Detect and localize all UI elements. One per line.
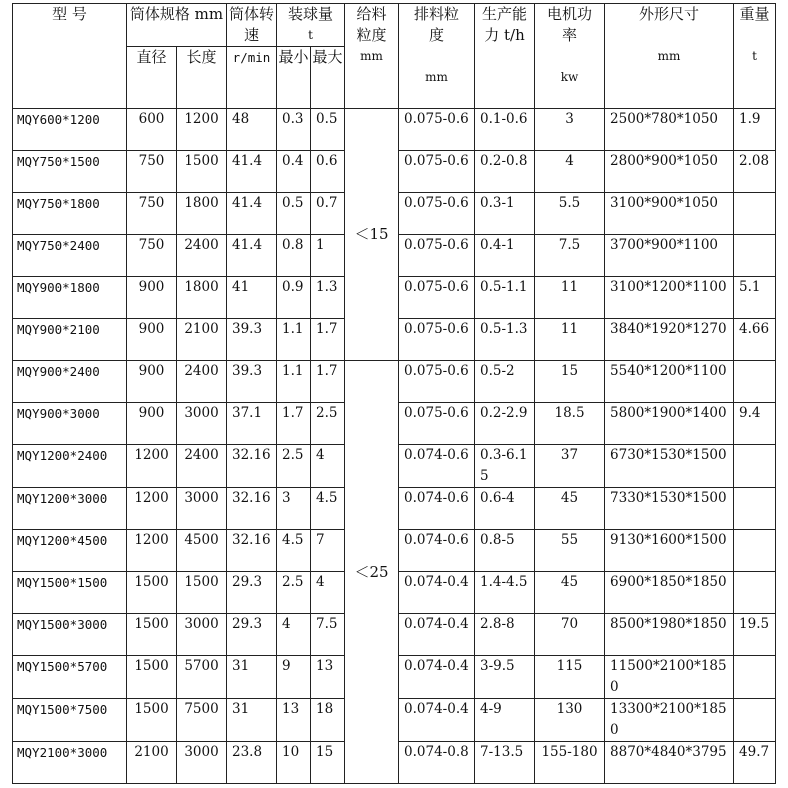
cell-discharge: 0.074-0.8: [399, 742, 475, 784]
cell-speed: 31: [227, 699, 277, 742]
cell-discharge: 0.074-0.6: [399, 488, 475, 530]
cell-ball-max: 1: [311, 235, 345, 277]
cell-ball-max: 4.5: [311, 488, 345, 530]
cell-model: MQY1500*3000: [13, 614, 127, 656]
cell-speed: 41.4: [227, 151, 277, 193]
cell-ball-max: 0.6: [311, 151, 345, 193]
cell-discharge: 0.074-0.4: [399, 572, 475, 614]
cell-model: MQY750*2400: [13, 235, 127, 277]
cell-length: 3000: [177, 742, 227, 784]
cell-ball-min: 10: [277, 742, 311, 784]
cell-power: 45: [535, 488, 605, 530]
cell-speed: 39.3: [227, 319, 277, 361]
cell-model: MQY1500*5700: [13, 656, 127, 699]
cell-dims: 8870*4840*3795: [605, 742, 734, 784]
header-power-unit: kw: [560, 70, 579, 84]
cell-ball-max: 0.7: [311, 193, 345, 235]
cell-capacity: 0.5-2: [475, 361, 535, 403]
cell-weight: 1.9: [734, 109, 776, 151]
cell-weight: [734, 488, 776, 530]
cell-capacity: 0.2-0.8: [475, 151, 535, 193]
cell-weight: [734, 572, 776, 614]
cell-dims: 3840*1920*1270: [605, 319, 734, 361]
header-discharge-unit: mm: [425, 70, 448, 84]
cell-ball-max: 1.7: [311, 361, 345, 403]
cell-model: MQY900*2400: [13, 361, 127, 403]
header-ball-load-unit: t: [308, 28, 313, 42]
cell-speed: 29.3: [227, 614, 277, 656]
cell-ball-max: 15: [311, 742, 345, 784]
cell-length: 3000: [177, 403, 227, 445]
cell-dims: 9130*1600*1500: [605, 530, 734, 572]
cell-length: 1200: [177, 109, 227, 151]
cell-speed: 39.3: [227, 361, 277, 403]
cell-capacity: 0.2-2.9: [475, 403, 535, 445]
cell-discharge: 0.074-0.4: [399, 614, 475, 656]
cell-ball-max: 13: [311, 656, 345, 699]
header-drum-spec: 筒体规格 mm: [127, 4, 227, 47]
cell-ball-min: 4.5: [277, 530, 311, 572]
cell-capacity: 0.4-1: [475, 235, 535, 277]
cell-ball-max: 7: [311, 530, 345, 572]
cell-dims: 3100*1200*1100: [605, 277, 734, 319]
cell-dims: 2800*900*1050: [605, 151, 734, 193]
cell-ball-min: 2.5: [277, 445, 311, 488]
cell-weight: [734, 530, 776, 572]
cell-dims: 11500*2100*1850: [605, 656, 734, 699]
cell-weight: [734, 656, 776, 699]
cell-dims: 7330*1530*1500: [605, 488, 734, 530]
cell-diameter: 900: [127, 277, 177, 319]
cell-discharge: 0.075-0.6: [399, 193, 475, 235]
cell-dims: 13300*2100*1850: [605, 699, 734, 742]
cell-length: 2400: [177, 361, 227, 403]
cell-capacity: 0.5-1.3: [475, 319, 535, 361]
cell-power: 5.5: [535, 193, 605, 235]
cell-length: 1800: [177, 193, 227, 235]
cell-capacity: 4-9: [475, 699, 535, 742]
header-capacity: 生产能力 t/h: [475, 4, 535, 109]
cell-model: MQY900*3000: [13, 403, 127, 445]
cell-ball-min: 1.1: [277, 361, 311, 403]
header-feed-label: 给料粒度: [356, 5, 387, 44]
cell-model: MQY1200*4500: [13, 530, 127, 572]
cell-ball-min: 0.5: [277, 193, 311, 235]
cell-feed-size: ＜25: [345, 361, 399, 784]
cell-power: 7.5: [535, 235, 605, 277]
cell-model: MQY2100*3000: [13, 742, 127, 784]
cell-feed-size: ＜15: [345, 109, 399, 361]
cell-speed: 41: [227, 277, 277, 319]
cell-speed: 48: [227, 109, 277, 151]
cell-diameter: 900: [127, 319, 177, 361]
cell-ball-max: 4: [311, 445, 345, 488]
cell-power: 115: [535, 656, 605, 699]
cell-ball-max: 1.3: [311, 277, 345, 319]
header-ball-load-label: 装球量: [288, 5, 334, 23]
cell-capacity: 0.1-0.6: [475, 109, 535, 151]
cell-ball-min: 4: [277, 614, 311, 656]
cell-ball-min: 0.9: [277, 277, 311, 319]
header-model: 型 号: [13, 4, 127, 109]
cell-model: MQY1500*1500: [13, 572, 127, 614]
cell-discharge: 0.075-0.6: [399, 403, 475, 445]
header-feed-unit: mm: [360, 49, 383, 63]
cell-discharge: 0.075-0.6: [399, 319, 475, 361]
cell-speed: 29.3: [227, 572, 277, 614]
cell-dims: 3100*900*1050: [605, 193, 734, 235]
cell-dims: 6730*1530*1500: [605, 445, 734, 488]
cell-model: MQY900*1800: [13, 277, 127, 319]
cell-ball-max: 2.5: [311, 403, 345, 445]
cell-ball-min: 0.8: [277, 235, 311, 277]
cell-ball-min: 2.5: [277, 572, 311, 614]
header-power-label: 电机功率: [547, 5, 593, 44]
cell-capacity: 7-13.5: [475, 742, 535, 784]
cell-weight: [734, 699, 776, 742]
header-ball-load: [277, 4, 345, 47]
cell-weight: [734, 361, 776, 403]
cell-model: MQY1200*3000: [13, 488, 127, 530]
cell-weight: 5.1: [734, 277, 776, 319]
header-feed: [345, 4, 399, 109]
cell-power: 155-180: [535, 742, 605, 784]
cell-weight: 19.5: [734, 614, 776, 656]
cell-length: 2100: [177, 319, 227, 361]
cell-weight: 4.66: [734, 319, 776, 361]
cell-power: 15: [535, 361, 605, 403]
cell-capacity: 1.4-4.5: [475, 572, 535, 614]
cell-dims: 2500*780*1050: [605, 109, 734, 151]
cell-power: 4: [535, 151, 605, 193]
cell-dims: 5800*1900*1400: [605, 403, 734, 445]
cell-ball-max: 1.7: [311, 319, 345, 361]
cell-model: MQY750*1500: [13, 151, 127, 193]
table-row: [13, 109, 776, 151]
cell-model: MQY750*1800: [13, 193, 127, 235]
cell-weight: [734, 235, 776, 277]
cell-ball-min: 0.3: [277, 109, 311, 151]
cell-capacity: 0.8-5: [475, 530, 535, 572]
cell-ball-max: 0.5: [311, 109, 345, 151]
cell-diameter: 1500: [127, 656, 177, 699]
cell-length: 4500: [177, 530, 227, 572]
cell-diameter: 1200: [127, 445, 177, 488]
cell-speed: 23.8: [227, 742, 277, 784]
cell-diameter: 1500: [127, 572, 177, 614]
header-speed-unit: r/min: [227, 47, 277, 109]
cell-discharge: 0.075-0.6: [399, 361, 475, 403]
header-weight: [734, 4, 776, 109]
cell-power: 45: [535, 572, 605, 614]
cell-capacity: 0.6-4: [475, 488, 535, 530]
cell-diameter: 750: [127, 151, 177, 193]
cell-dims: 5540*1200*1100: [605, 361, 734, 403]
header-discharge-label: 排料粒度: [414, 5, 460, 44]
cell-diameter: 750: [127, 193, 177, 235]
cell-length: 2400: [177, 235, 227, 277]
header-diameter: 直径: [127, 47, 177, 109]
cell-length: 2400: [177, 445, 227, 488]
cell-discharge: 0.075-0.6: [399, 109, 475, 151]
header-ball-max: 最大: [311, 47, 345, 109]
cell-discharge: 0.074-0.6: [399, 445, 475, 488]
cell-speed: 37.1: [227, 403, 277, 445]
cell-length: 7500: [177, 699, 227, 742]
cell-power: 37: [535, 445, 605, 488]
cell-ball-min: 13: [277, 699, 311, 742]
cell-diameter: 1200: [127, 488, 177, 530]
cell-weight: 9.4: [734, 403, 776, 445]
header-ball-min: 最小: [277, 47, 311, 109]
cell-capacity: 2.8-8: [475, 614, 535, 656]
cell-power: 11: [535, 277, 605, 319]
cell-diameter: 900: [127, 403, 177, 445]
cell-discharge: 0.074-0.4: [399, 699, 475, 742]
cell-dims: 3700*900*1100: [605, 235, 734, 277]
header-weight-unit: t: [752, 49, 757, 63]
cell-discharge: 0.074-0.4: [399, 656, 475, 699]
cell-model: MQY600*1200: [13, 109, 127, 151]
cell-model: MQY1500*7500: [13, 699, 127, 742]
cell-ball-min: 1.1: [277, 319, 311, 361]
cell-length: 5700: [177, 656, 227, 699]
cell-length: 1800: [177, 277, 227, 319]
cell-capacity: 0.3-6.15: [475, 445, 535, 488]
cell-capacity: 0.3-1: [475, 193, 535, 235]
cell-speed: 41.4: [227, 235, 277, 277]
cell-speed: 32.16: [227, 488, 277, 530]
cell-diameter: 750: [127, 235, 177, 277]
header-dims: [605, 4, 734, 109]
header-dims-label: 外形尺寸: [639, 5, 700, 23]
header-discharge: [399, 4, 475, 109]
cell-ball-max: 7.5: [311, 614, 345, 656]
cell-weight: [734, 445, 776, 488]
cell-speed: 32.16: [227, 445, 277, 488]
cell-ball-min: 0.4: [277, 151, 311, 193]
cell-ball-min: 3: [277, 488, 311, 530]
cell-weight: [734, 193, 776, 235]
cell-diameter: 1500: [127, 699, 177, 742]
cell-power: 3: [535, 109, 605, 151]
cell-power: 18.5: [535, 403, 605, 445]
header-power: [535, 4, 605, 109]
cell-length: 3000: [177, 488, 227, 530]
header-weight-label: 重量: [739, 5, 770, 23]
cell-length: 1500: [177, 151, 227, 193]
cell-ball-min: 1.7: [277, 403, 311, 445]
table-row: [13, 361, 776, 403]
cell-speed: 31: [227, 656, 277, 699]
cell-length: 1500: [177, 572, 227, 614]
cell-power: 11: [535, 319, 605, 361]
header-length: 长度: [177, 47, 227, 109]
cell-discharge: 0.075-0.6: [399, 277, 475, 319]
cell-capacity: 3-9.5: [475, 656, 535, 699]
cell-length: 3000: [177, 614, 227, 656]
header-speed: 筒体转速: [227, 4, 277, 47]
cell-weight: 49.7: [734, 742, 776, 784]
cell-weight: 2.08: [734, 151, 776, 193]
header-dims-unit: mm: [657, 49, 681, 63]
cell-model: MQY1200*2400: [13, 445, 127, 488]
cell-model: MQY900*2100: [13, 319, 127, 361]
cell-speed: 41.4: [227, 193, 277, 235]
cell-capacity: 0.5-1.1: [475, 277, 535, 319]
ball-mill-spec-table: [12, 3, 776, 784]
cell-discharge: 0.075-0.6: [399, 235, 475, 277]
cell-discharge: 0.074-0.6: [399, 530, 475, 572]
cell-ball-min: 9: [277, 656, 311, 699]
cell-ball-max: 4: [311, 572, 345, 614]
cell-dims: 6900*1850*1850: [605, 572, 734, 614]
cell-power: 55: [535, 530, 605, 572]
cell-speed: 32.16: [227, 530, 277, 572]
cell-dims: 8500*1980*1850: [605, 614, 734, 656]
cell-diameter: 600: [127, 109, 177, 151]
cell-ball-max: 18: [311, 699, 345, 742]
cell-diameter: 900: [127, 361, 177, 403]
cell-diameter: 2100: [127, 742, 177, 784]
cell-diameter: 1200: [127, 530, 177, 572]
cell-power: 130: [535, 699, 605, 742]
cell-diameter: 1500: [127, 614, 177, 656]
table-body: [13, 109, 776, 784]
cell-power: 70: [535, 614, 605, 656]
cell-discharge: 0.075-0.6: [399, 151, 475, 193]
